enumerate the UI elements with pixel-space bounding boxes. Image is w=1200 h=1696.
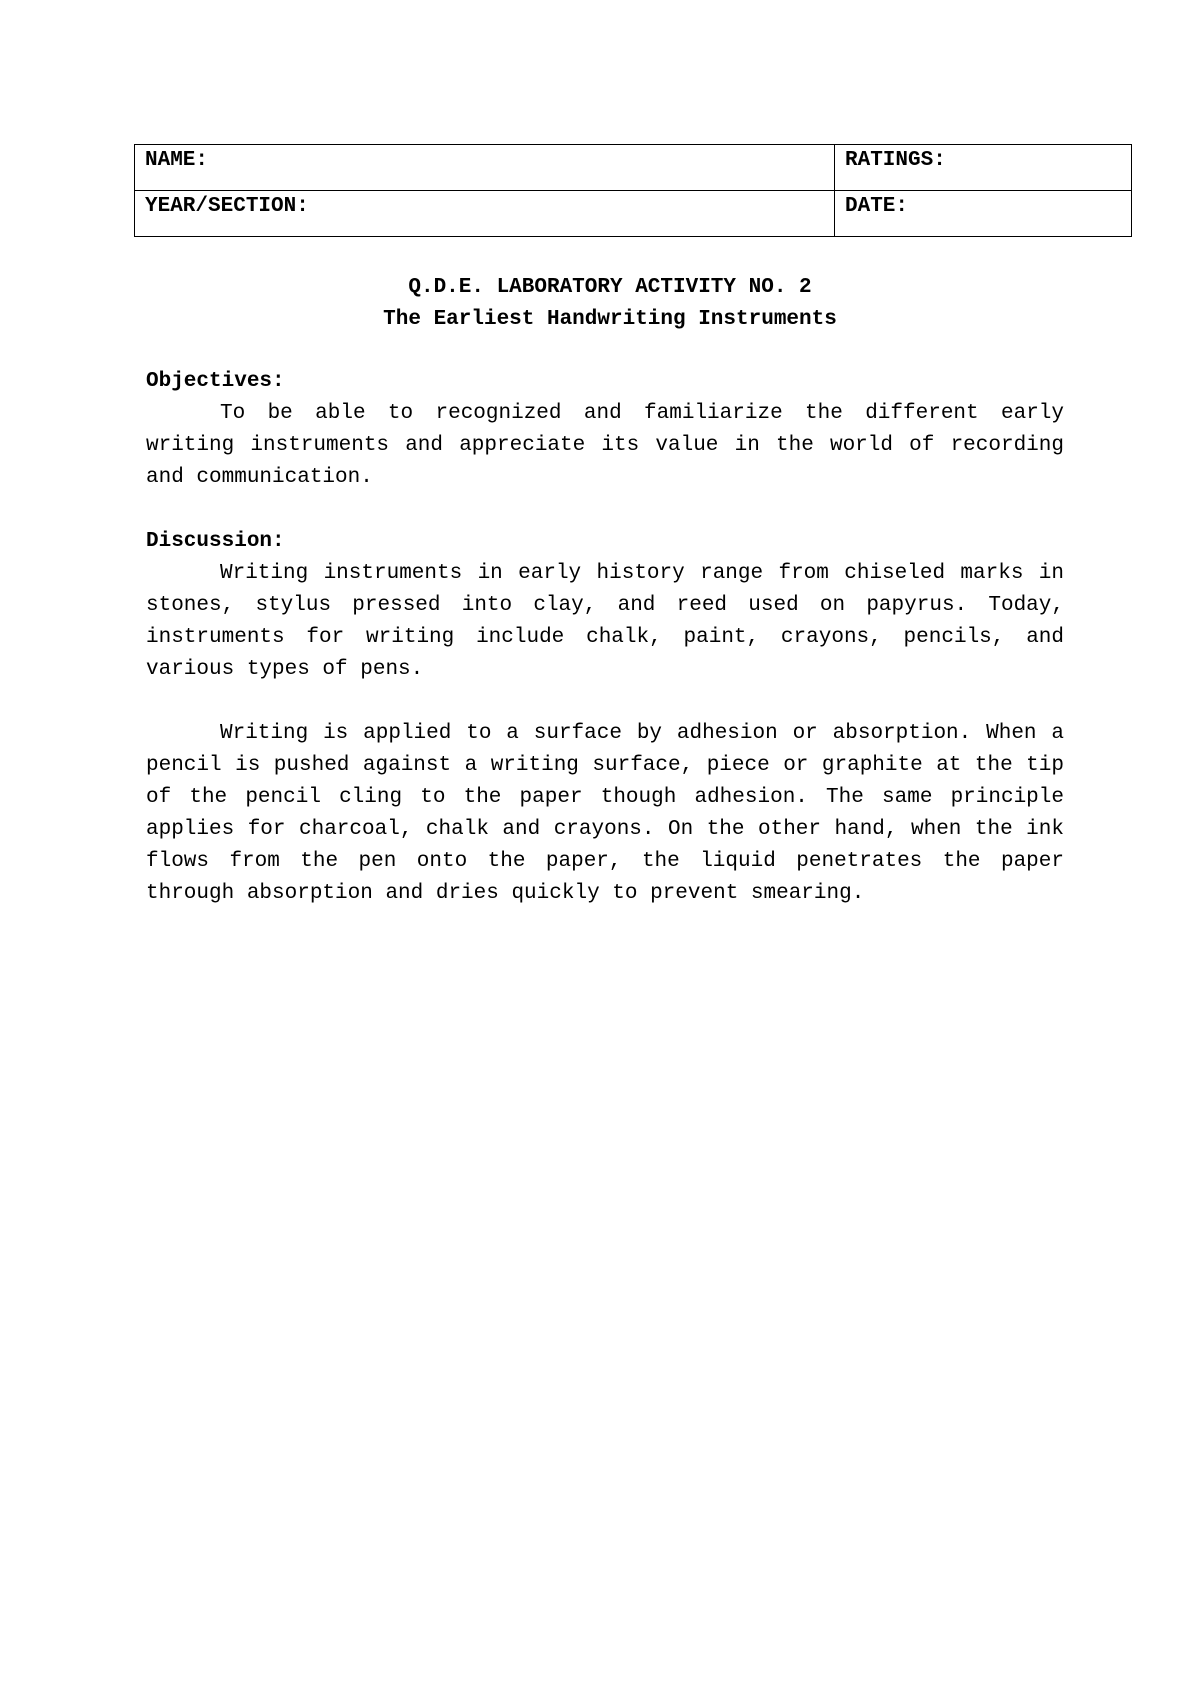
ratings-cell[interactable] (835, 145, 1132, 191)
name-label: NAME: (145, 149, 209, 172)
document-body (146, 366, 1064, 910)
ratings-label: RATINGS: (845, 149, 946, 172)
info-row-2 (135, 191, 1132, 237)
date-label: DATE: (845, 195, 909, 218)
discussion-paragraph-2: Writing is applied to a surface by adhesion or absorption. When a pencil is pushed against a writing surface, piece or graphite at the tip of the pencil cling to the paper though adhesion. The same principle applies for charcoal, chalk and crayons. On the other hand, when the ink flows from the pen onto the paper, the liquid penetrates the paper through absorption and dries quickly to prevent smearing. (146, 722, 1064, 905)
info-row-1 (135, 145, 1132, 191)
discussion-heading: Discussion: (146, 530, 285, 553)
year-section-cell[interactable] (135, 191, 835, 237)
activity-title: Q.D.E. LABORATORY ACTIVITY NO. 2 (408, 276, 812, 299)
spacer (146, 494, 1064, 526)
student-info-table (134, 144, 1132, 237)
year-section-label: YEAR/SECTION: (145, 195, 309, 218)
spacer (146, 686, 1064, 718)
date-cell[interactable] (835, 191, 1132, 237)
discussion-paragraph-1: Writing instruments in early history range from chiseled marks in stones, stylus pressed into clay, and reed used on papyrus. Today, instruments for writing include chalk, paint, crayons, pencils, and various types of pens. (146, 562, 1064, 681)
objectives-heading: Objectives: (146, 370, 285, 393)
objectives-text: To be able to recognized and familiarize the different early writing instruments and appreciate its value in the world of recording and communication. (146, 402, 1064, 489)
activity-subtitle: The Earliest Handwriting Instruments (383, 308, 837, 331)
name-cell[interactable] (135, 145, 835, 191)
document-titles (0, 272, 1200, 336)
